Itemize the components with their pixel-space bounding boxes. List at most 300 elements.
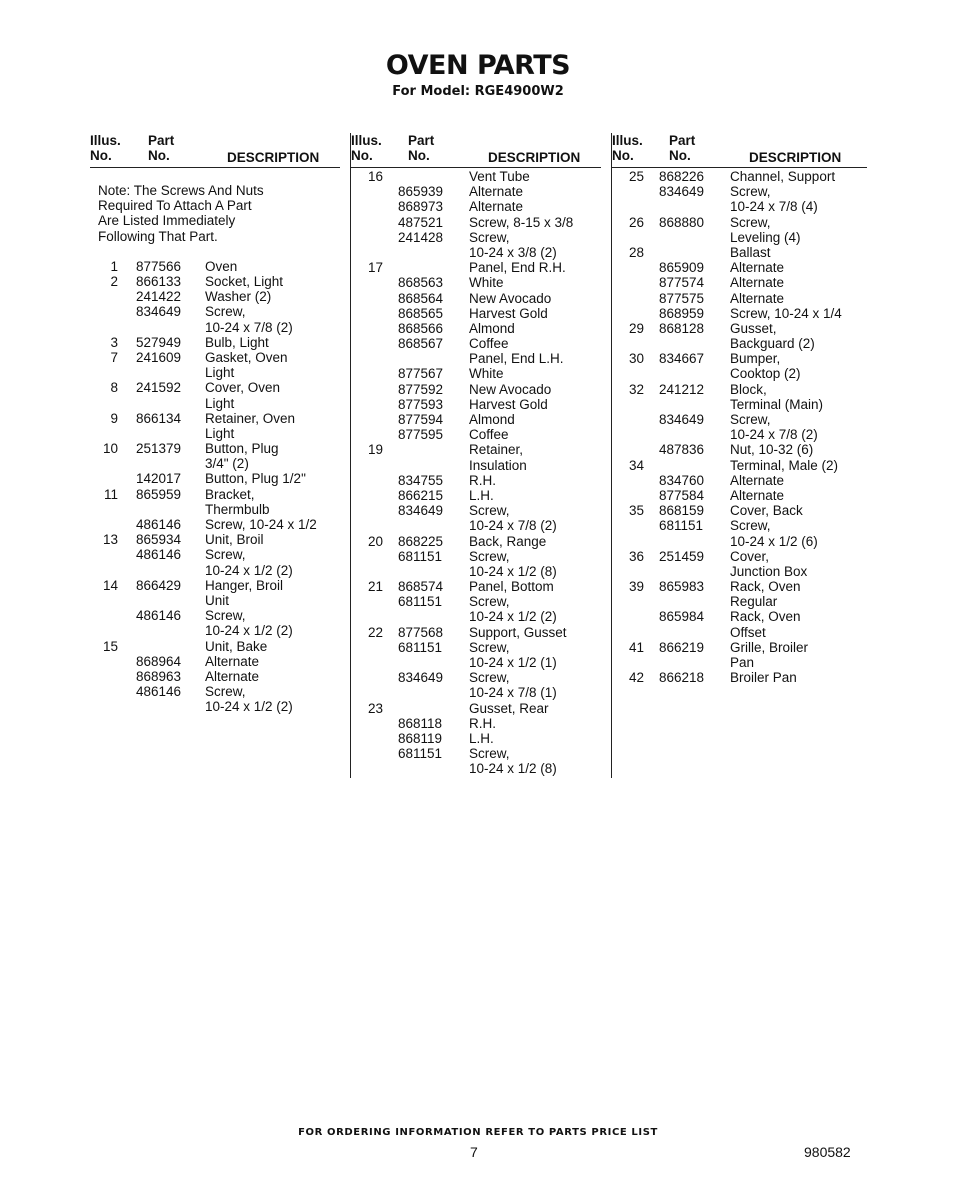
parts-row — [351, 260, 601, 275]
note-text: Note: The Screws And Nuts Required To Attach A Part Are Listed Immediately Following That Part. — [98, 183, 264, 244]
part-number: 834649 — [398, 503, 444, 519]
part-number: 681151 — [398, 594, 443, 610]
parts-row — [351, 169, 601, 184]
parts-row — [90, 350, 340, 365]
part-description: Panel, End L.H. — [469, 351, 564, 367]
part-description: Backguard (2) — [730, 336, 815, 352]
parts-list — [612, 167, 867, 685]
part-number: 868964 — [136, 653, 182, 669]
part-description: Screw, — [205, 547, 246, 563]
part-description: Alternate — [730, 260, 785, 276]
parts-row — [612, 336, 867, 351]
part-number: 241428 — [398, 229, 444, 245]
part-number: 251379 — [136, 441, 182, 457]
parts-row — [90, 259, 340, 274]
part-number: 241592 — [136, 380, 182, 396]
part-description: R.H. — [469, 472, 496, 488]
page-number: 7 — [470, 1144, 478, 1160]
part-description: Cover, Back — [730, 503, 803, 519]
part-number: 834649 — [398, 670, 444, 686]
part-number: 877566 — [136, 258, 182, 274]
part-description: Offset — [730, 624, 766, 640]
illus-number: 36 — [628, 548, 644, 564]
parts-row — [351, 518, 601, 533]
part-number: 865934 — [136, 532, 182, 548]
illus-number: 32 — [628, 381, 644, 397]
parts-row — [351, 534, 601, 549]
illus-number: 39 — [628, 579, 644, 595]
part-description: 10-24 x 1/2 (2) — [205, 699, 293, 715]
part-number: 241212 — [659, 381, 705, 397]
part-number: 487521 — [398, 214, 444, 230]
illus-number: 11 — [103, 486, 118, 502]
part-description: New Avocado — [469, 290, 552, 306]
part-description: 10-24 x 7/8 (2) — [730, 427, 818, 443]
parts-row — [351, 275, 601, 290]
part-number: 868574 — [398, 579, 444, 595]
parts-row — [90, 669, 340, 684]
description-header: DESCRIPTION — [488, 150, 581, 165]
part-description: Light — [205, 365, 235, 381]
parts-row — [351, 427, 601, 442]
part-header: Part No. — [408, 133, 435, 163]
parts-row — [612, 579, 867, 594]
part-description: Gusset, — [730, 320, 777, 336]
part-description: Vent Tube — [469, 169, 530, 184]
illus-header: Illus. No. — [351, 133, 382, 163]
parts-row — [612, 306, 867, 321]
parts-row — [90, 380, 340, 395]
parts-row — [351, 716, 601, 731]
part-description: Bumper, — [730, 351, 781, 367]
illus-number: 1 — [110, 258, 118, 274]
parts-row — [612, 382, 867, 397]
illus-number: 29 — [628, 320, 644, 336]
part-description: Screw, — [469, 670, 510, 686]
parts-row — [351, 291, 601, 306]
parts-row — [612, 655, 867, 670]
part-description: Cover, Oven — [205, 380, 281, 396]
parts-row — [612, 503, 867, 518]
part-description: Screw, — [469, 503, 510, 519]
parts-row — [90, 639, 340, 654]
parts-row — [90, 456, 340, 471]
part-number: 251459 — [659, 548, 705, 564]
part-description: Alternate — [730, 290, 785, 306]
description-header: DESCRIPTION — [749, 150, 842, 165]
part-description: Button, Plug — [205, 441, 279, 457]
parts-row — [90, 502, 340, 517]
parts-row — [90, 471, 340, 486]
part-number: 865983 — [659, 579, 705, 595]
parts-row — [90, 320, 340, 335]
parts-row — [351, 640, 601, 655]
part-description: Screw, 10-24 x 1/4 — [730, 305, 842, 321]
illus-number: 42 — [628, 670, 644, 686]
part-description: Retainer, Oven — [205, 410, 296, 426]
page-title: OVEN PARTS — [385, 50, 571, 81]
part-number: 868959 — [659, 305, 705, 321]
part-number: 877594 — [398, 412, 444, 427]
part-description: L.H. — [469, 730, 494, 746]
part-description: Terminal, Male (2) — [730, 457, 839, 473]
parts-row — [90, 623, 340, 638]
parts-row — [612, 473, 867, 488]
part-description: Screw, — [469, 229, 510, 245]
illus-number: 28 — [628, 244, 644, 260]
part-number: 868118 — [398, 715, 443, 731]
parts-row — [612, 245, 867, 260]
part-description: Hanger, Broil — [205, 577, 284, 593]
parts-row — [351, 579, 601, 594]
parts-row — [351, 230, 601, 245]
parts-row — [90, 654, 340, 669]
part-description: 10-24 x 7/8 (1) — [469, 685, 557, 701]
illus-number: 7 — [110, 349, 118, 365]
parts-row — [351, 442, 601, 457]
part-number: 866215 — [398, 487, 444, 503]
illus-number: 16 — [367, 169, 383, 184]
part-number: 241422 — [136, 289, 182, 305]
illus-number: 21 — [367, 579, 383, 595]
part-number: 865909 — [659, 260, 705, 276]
parts-row — [351, 351, 601, 366]
parts-row — [90, 487, 340, 502]
parts-row — [351, 549, 601, 564]
part-description: 10-24 x 1/2 (2) — [205, 562, 293, 578]
part-description: Harvest Gold — [469, 396, 548, 412]
part-number: 486146 — [136, 684, 182, 700]
part-number: 877567 — [398, 366, 444, 382]
part-number: 868226 — [659, 169, 705, 184]
parts-row — [351, 746, 601, 761]
part-number: 868963 — [136, 668, 182, 684]
part-number: 834649 — [659, 412, 705, 427]
illus-number: 10 — [102, 441, 118, 457]
part-description: Insulation — [469, 457, 527, 473]
parts-row — [90, 289, 340, 304]
part-number: 865984 — [659, 609, 705, 625]
part-number: 868973 — [398, 199, 444, 215]
parts-row — [612, 594, 867, 609]
part-description: Screw, — [730, 518, 771, 534]
part-description: Grille, Broiler — [730, 639, 809, 655]
part-description: 10-24 x 1/2 (2) — [469, 609, 557, 625]
part-description: Support, Gusset — [469, 624, 567, 640]
part-description: 10-24 x 1/2 (6) — [730, 533, 818, 549]
part-description: Screw, — [205, 304, 246, 320]
parts-row — [612, 458, 867, 473]
part-description: Alternate — [730, 275, 785, 291]
parts-row — [90, 547, 340, 562]
part-description: Screw, — [205, 684, 246, 700]
illus-number: 26 — [628, 214, 644, 230]
part-description: Screw, — [469, 548, 510, 564]
document-number: 980582 — [804, 1144, 851, 1160]
header-rule — [90, 167, 340, 168]
part-number: 868225 — [398, 533, 444, 549]
part-number: 681151 — [398, 746, 443, 762]
parts-row — [351, 594, 601, 609]
part-number: 868566 — [398, 320, 444, 336]
part-description: Cover, — [730, 548, 770, 564]
part-description: 10-24 x 7/8 (2) — [469, 518, 557, 534]
part-number: 877574 — [659, 275, 705, 291]
illus-number: 15 — [102, 638, 118, 654]
part-number: 866429 — [136, 577, 182, 593]
illus-number: 2 — [110, 274, 118, 289]
part-description: R.H. — [469, 715, 496, 731]
parts-row — [612, 549, 867, 564]
part-description: Coffee — [469, 427, 509, 443]
part-description: Thermbulb — [205, 501, 270, 517]
part-description: Gusset, Rear — [469, 700, 549, 716]
part-description: Almond — [469, 412, 515, 427]
parts-row — [90, 441, 340, 456]
part-number: 877584 — [659, 487, 705, 503]
part-description: Screw, — [469, 639, 510, 655]
illus-number: 9 — [110, 410, 118, 426]
parts-row — [612, 518, 867, 533]
part-description: Terminal (Main) — [730, 396, 824, 412]
part-description: Screw, — [730, 412, 771, 427]
part-description: 10-24 x 7/8 (4) — [730, 199, 818, 215]
parts-row — [351, 366, 601, 381]
part-number: 868567 — [398, 336, 444, 352]
parts-row — [351, 397, 601, 412]
part-description: Screw, — [469, 746, 510, 762]
parts-row — [612, 397, 867, 412]
parts-column-2 — [350, 133, 601, 778]
parts-row — [351, 670, 601, 685]
part-number: 681151 — [398, 639, 443, 655]
parts-row — [351, 199, 601, 214]
part-number: 866134 — [136, 410, 182, 426]
part-description: Screw, — [469, 594, 510, 610]
part-description: 10-24 x 3/8 (2) — [469, 244, 557, 260]
parts-row — [90, 396, 340, 411]
parts-row — [351, 336, 601, 351]
part-description: Screw, — [730, 214, 771, 230]
illus-number: 35 — [628, 503, 644, 519]
part-description: Broiler Pan — [730, 670, 797, 686]
parts-row — [351, 184, 601, 199]
part-description: Oven — [205, 258, 238, 274]
parts-row — [351, 625, 601, 640]
parts-list — [351, 167, 601, 777]
part-description: Alternate — [730, 487, 785, 503]
part-number: 866218 — [659, 670, 705, 686]
parts-row — [612, 184, 867, 199]
part-description: 10-24 x 7/8 (2) — [205, 319, 293, 335]
parts-row — [90, 532, 340, 547]
parts-row — [90, 563, 340, 578]
part-description: 10-24 x 1/2 (8) — [469, 761, 557, 777]
parts-row — [351, 564, 601, 579]
parts-row — [351, 458, 601, 473]
part-description: Coffee — [469, 336, 509, 352]
part-number: 868119 — [398, 730, 443, 746]
part-number: 527949 — [136, 334, 182, 350]
part-description: Rack, Oven — [730, 609, 801, 625]
illus-number: 13 — [102, 532, 118, 548]
part-number: 877592 — [398, 381, 444, 397]
parts-row — [90, 274, 340, 289]
part-number: 866133 — [136, 274, 182, 289]
part-description: Back, Range — [469, 533, 547, 549]
part-description: Rack, Oven — [730, 579, 801, 595]
part-number: 868565 — [398, 305, 444, 321]
part-description: Alternate — [205, 668, 260, 684]
part-description: New Avocado — [469, 381, 552, 397]
parts-row — [612, 625, 867, 640]
illus-header: Illus. No. — [90, 133, 121, 163]
part-description: Bulb, Light — [205, 334, 269, 350]
part-description: Screw, 8-15 x 3/8 — [469, 214, 574, 230]
part-description: Gasket, Oven — [205, 349, 288, 365]
part-number: 486146 — [136, 517, 182, 532]
model-subtitle: For Model: RGE4900W2 — [392, 84, 564, 99]
part-description: Socket, Light — [205, 274, 284, 289]
parts-column-3 — [611, 133, 867, 778]
part-description: 10-24 x 1/2 (1) — [469, 655, 557, 670]
parts-row — [351, 382, 601, 397]
illus-header: Illus. No. — [612, 133, 643, 163]
part-header: Part No. — [148, 133, 175, 163]
part-number: 868880 — [659, 214, 705, 230]
part-number: 241609 — [136, 349, 182, 365]
parts-row — [90, 608, 340, 623]
part-number: 486146 — [136, 547, 182, 563]
part-description: Block, — [730, 381, 767, 397]
parts-row — [612, 488, 867, 503]
part-number: 868128 — [659, 320, 705, 336]
parts-row — [612, 260, 867, 275]
part-description: Ballast — [730, 244, 771, 260]
part-description: Alternate — [730, 472, 785, 488]
parts-row — [612, 640, 867, 655]
part-description: Screw, 10-24 x 1/2 — [205, 517, 317, 532]
description-header: DESCRIPTION — [227, 150, 320, 165]
part-number: 868159 — [659, 503, 705, 519]
part-description: Unit, Broil — [205, 532, 264, 548]
part-description: Channel, Support — [730, 169, 836, 184]
parts-row — [612, 351, 867, 366]
parts-row — [612, 670, 867, 685]
part-header: Part No. — [669, 133, 696, 163]
part-number: 834760 — [659, 472, 705, 488]
part-description: Bracket, — [205, 486, 255, 502]
parts-row — [351, 685, 601, 700]
parts-row — [351, 215, 601, 230]
part-number: 866219 — [659, 639, 705, 655]
parts-list — [90, 259, 340, 715]
parts-row — [612, 534, 867, 549]
parts-row — [612, 609, 867, 624]
illus-number: 17 — [367, 260, 383, 276]
part-description: Unit, Bake — [205, 638, 268, 654]
illus-number: 25 — [628, 169, 644, 184]
parts-row — [351, 412, 601, 427]
part-number: 681151 — [659, 518, 704, 534]
part-description: Pan — [730, 655, 755, 670]
parts-row — [90, 593, 340, 608]
column-header — [351, 133, 601, 167]
parts-row — [351, 701, 601, 716]
part-number: 865959 — [136, 486, 182, 502]
parts-row — [351, 306, 601, 321]
part-description: Panel, Bottom — [469, 579, 554, 595]
part-number: 868564 — [398, 290, 444, 306]
part-number: 834649 — [136, 304, 182, 320]
parts-row — [612, 427, 867, 442]
parts-row — [90, 517, 340, 532]
part-description: L.H. — [469, 487, 494, 503]
parts-column-1 — [90, 133, 340, 714]
parts-row — [612, 199, 867, 214]
parts-row — [90, 365, 340, 380]
parts-row — [351, 488, 601, 503]
illus-number: 41 — [628, 639, 644, 655]
part-description: Washer (2) — [205, 289, 272, 305]
illus-number: 34 — [628, 457, 644, 473]
part-number: 681151 — [398, 548, 443, 564]
parts-row — [612, 169, 867, 184]
part-description: Light — [205, 395, 235, 411]
part-number: 877568 — [398, 624, 444, 640]
ordering-footer: FOR ORDERING INFORMATION REFER TO PARTS PRICE LIST — [298, 1127, 658, 1138]
parts-row — [351, 609, 601, 624]
parts-row — [612, 564, 867, 579]
part-number: 868563 — [398, 275, 444, 291]
parts-row — [612, 275, 867, 290]
part-number: 486146 — [136, 608, 182, 624]
part-description: White — [469, 275, 504, 291]
part-description: Unit — [205, 592, 230, 608]
part-description: Nut, 10-32 (6) — [730, 442, 814, 458]
part-number: 865939 — [398, 184, 444, 200]
illus-number: 3 — [110, 334, 118, 350]
part-description: Harvest Gold — [469, 305, 548, 321]
part-number: 142017 — [136, 471, 182, 487]
part-description: Screw, — [205, 608, 246, 624]
part-number: 834667 — [659, 351, 705, 367]
part-description: 3/4" (2) — [205, 456, 249, 472]
parts-row — [612, 215, 867, 230]
part-description: Retainer, — [469, 442, 524, 458]
part-description: White — [469, 366, 504, 382]
column-header — [612, 133, 867, 167]
column-header — [90, 133, 340, 167]
part-number: 877593 — [398, 396, 444, 412]
part-number: 487836 — [659, 442, 705, 458]
part-description: Regular — [730, 594, 778, 610]
parts-row — [90, 304, 340, 319]
parts-row — [351, 473, 601, 488]
part-number: 877595 — [398, 427, 444, 443]
illus-number: 22 — [367, 624, 383, 640]
parts-row — [612, 442, 867, 457]
part-description: 10-24 x 1/2 (2) — [205, 623, 293, 639]
parts-row — [90, 411, 340, 426]
parts-row — [612, 321, 867, 336]
illus-number: 20 — [367, 533, 383, 549]
part-description: Leveling (4) — [730, 229, 801, 245]
parts-row — [90, 684, 340, 699]
part-number: 834649 — [659, 184, 705, 200]
parts-row — [90, 699, 340, 714]
part-description: 10-24 x 1/2 (8) — [469, 563, 557, 579]
